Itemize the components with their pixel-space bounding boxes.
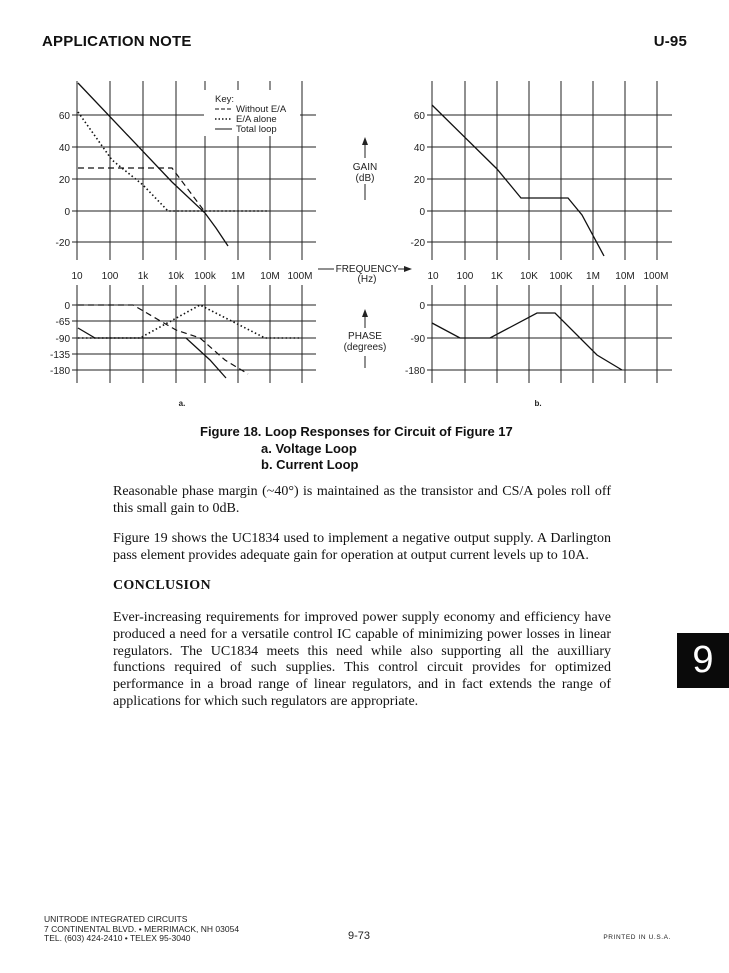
gain-axis-label: GAIN bbox=[352, 162, 378, 173]
gain-tick-label: 60 bbox=[58, 111, 70, 122]
page-number: 9-73 bbox=[348, 930, 371, 942]
gain-tick-label: -20 bbox=[55, 238, 70, 249]
current-loop-gain-curve bbox=[432, 105, 604, 256]
freq-tick-label: 10M bbox=[615, 271, 635, 282]
gain-tick-label: -20 bbox=[410, 238, 425, 249]
freq-tick-label: 100K bbox=[549, 271, 573, 282]
key-title: Key: bbox=[215, 94, 235, 105]
subplot-label-a: a. bbox=[178, 399, 186, 408]
section-tab-badge: 9 bbox=[677, 633, 729, 688]
gain-tick-label: 20 bbox=[58, 175, 70, 186]
freq-tick-label: 10 bbox=[427, 271, 439, 282]
freq-tick-label: 100M bbox=[287, 271, 313, 282]
gain-tick-label: 0 bbox=[64, 207, 70, 218]
freq-tick-label: 100 bbox=[101, 271, 119, 282]
phase-without-ea-curve bbox=[78, 305, 248, 374]
gain-up-arrow-icon bbox=[362, 137, 368, 145]
loop-response-figure bbox=[0, 0, 729, 420]
frequency-axis-label: FREQUENCY bbox=[335, 264, 399, 275]
freq-tick-label: 10K bbox=[520, 271, 538, 282]
figure-caption bbox=[200, 424, 513, 474]
body-paragraph: Ever-increasing requirements for improved power supply economy and efficiency have produced a need for a versatile control IC capable of minimizing power losses in linear regulators. The UC1834 meets this need while also supporting all the auxilliary functions required of such supplies. This control circuit provides for optimized performance in a broad range of linear regulators, and in fact extends the range of applications for which such regulators are appropriate. bbox=[113, 610, 611, 709]
phase-tick-label: 0 bbox=[64, 301, 70, 312]
freq-tick-label: 10 bbox=[71, 271, 83, 282]
phase-tick-label: -90 bbox=[55, 334, 70, 345]
freq-tick-label: 1K bbox=[490, 271, 504, 282]
phase-axis-label: PHASE bbox=[348, 331, 382, 342]
footer-street: 7 CONTINENTAL BLVD. • MERRIMACK, NH 03054 bbox=[44, 923, 240, 934]
freq-tick-label: 10M bbox=[260, 271, 280, 282]
gain-tick-label: 40 bbox=[58, 143, 70, 154]
footer-contact: TEL. (603) 424-2410 • TELEX 95-3040 bbox=[44, 933, 191, 943]
body-paragraph: Figure 19 shows the UC1834 used to implement a negative output supply. A Darlington pass element provides adequate gain for operation at output current levels up to 10A. bbox=[113, 531, 611, 563]
document-header-left: APPLICATION NOTE bbox=[42, 33, 192, 50]
frequency-right-arrow-icon bbox=[404, 266, 412, 272]
gain-tick-label: 20 bbox=[413, 175, 425, 186]
printed-note: PRINTED IN U.S.A. bbox=[603, 934, 671, 941]
phase-tick-label: -65 bbox=[55, 317, 70, 328]
caption-title: Figure 18. Loop Responses for Circuit of Figure 17 bbox=[200, 424, 513, 439]
freq-tick-label: 1M bbox=[231, 271, 245, 282]
phase-tick-label: -135 bbox=[49, 350, 70, 361]
key-item-without-ea: Without E/A bbox=[236, 104, 287, 115]
frequency-axis-unit: (Hz) bbox=[357, 274, 377, 285]
key-item-ea-alone: E/A alone bbox=[236, 114, 277, 125]
freq-tick-label: 1M bbox=[586, 271, 600, 282]
phase-up-arrow-icon bbox=[362, 309, 368, 317]
body-paragraph: Reasonable phase margin (~40°) is maintained as the transistor and CS/A poles roll off this small gain to 0dB. bbox=[113, 484, 611, 516]
footer-address bbox=[44, 915, 239, 944]
key-item-total-loop: Total loop bbox=[236, 124, 277, 135]
phase-tick-label: -180 bbox=[404, 366, 425, 377]
document-header-right: U-95 bbox=[653, 33, 687, 50]
freq-tick-label: 100k bbox=[194, 271, 216, 282]
freq-tick-label: 100 bbox=[456, 271, 474, 282]
caption-voltage-loop: a. Voltage Loop bbox=[261, 440, 357, 456]
footer-company: UNITRODE INTEGRATED CIRCUITS bbox=[44, 914, 188, 924]
section-heading: CONCLUSION bbox=[113, 578, 211, 593]
gain-axis-unit: (dB) bbox=[355, 173, 375, 184]
phase-axis-unit: (degrees) bbox=[343, 342, 387, 353]
gain-tick-label: 60 bbox=[413, 111, 425, 122]
gain-tick-label: 40 bbox=[413, 143, 425, 154]
subplot-label-b: b. bbox=[534, 399, 542, 408]
freq-tick-label: 10k bbox=[167, 271, 185, 282]
gain-tick-label: 0 bbox=[419, 207, 425, 218]
freq-tick-label: 1k bbox=[137, 271, 149, 282]
caption-current-loop: b. Current Loop bbox=[261, 457, 359, 472]
freq-tick-label: 100M bbox=[643, 271, 669, 282]
phase-tick-label: 0 bbox=[419, 301, 425, 312]
phase-tick-label: -90 bbox=[410, 334, 425, 345]
gain-without-ea-curve bbox=[78, 168, 205, 212]
phase-tick-label: -180 bbox=[49, 366, 70, 377]
